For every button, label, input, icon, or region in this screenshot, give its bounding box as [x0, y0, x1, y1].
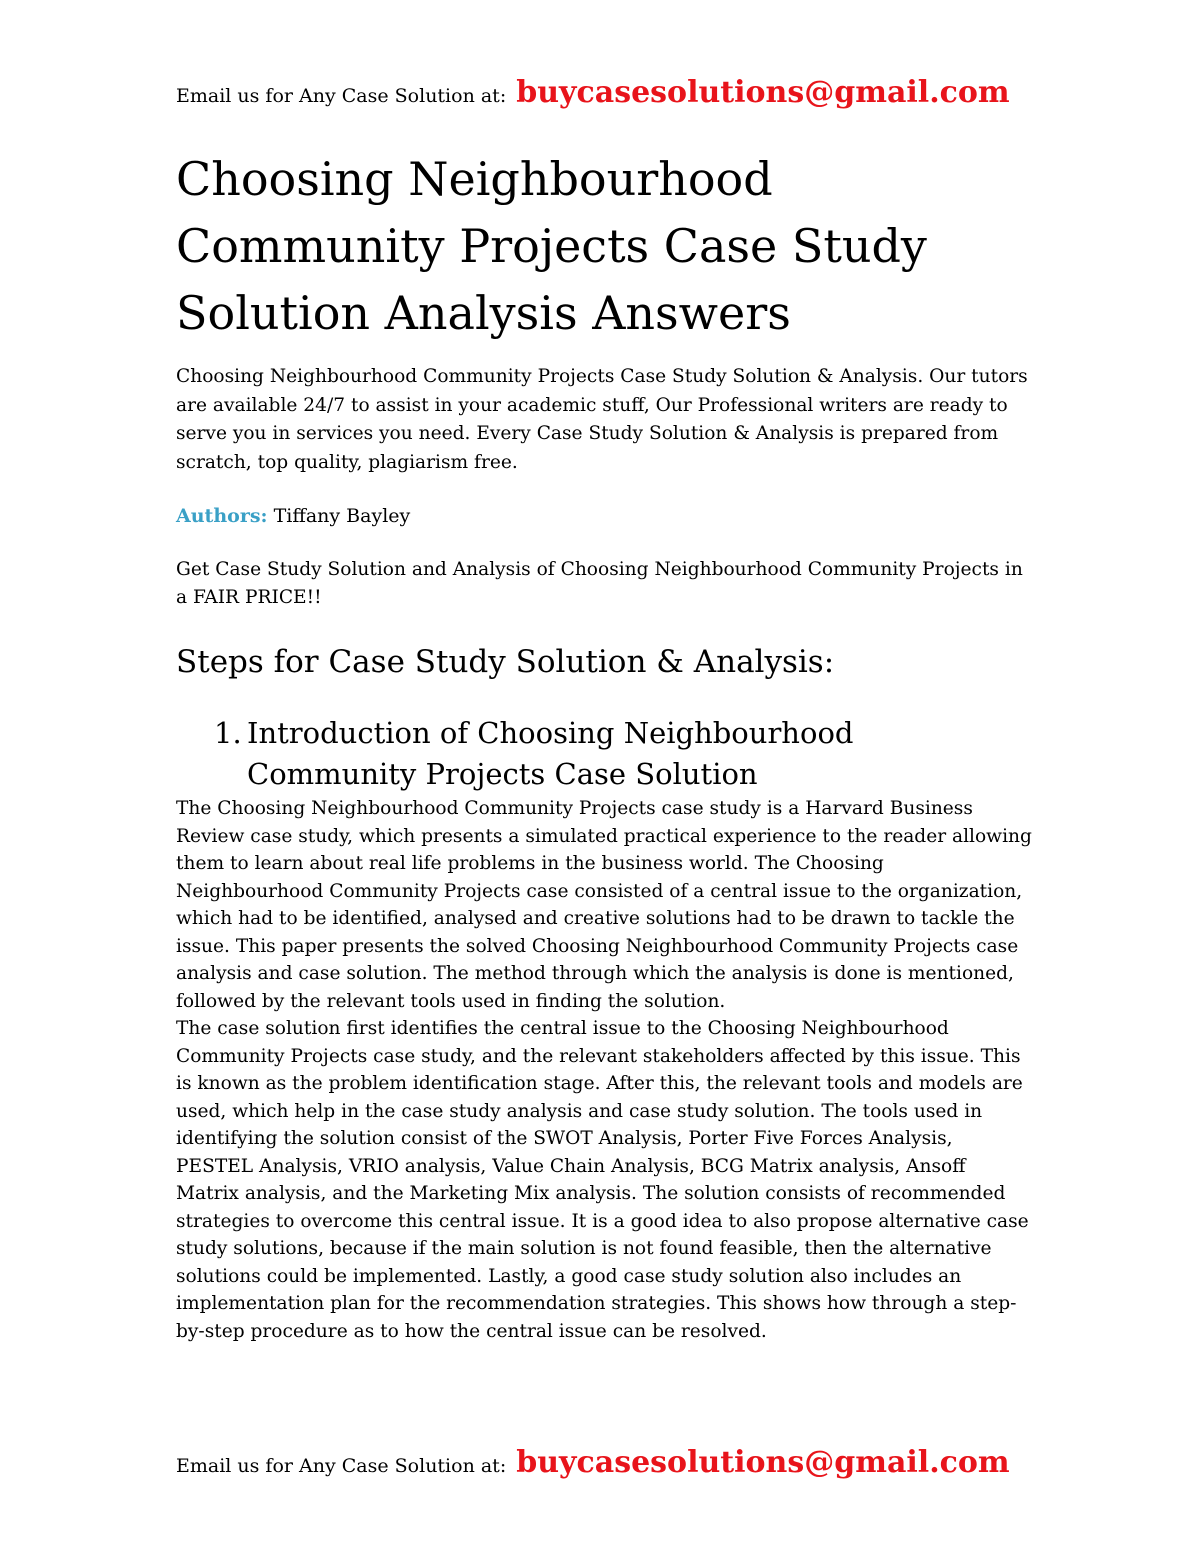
cta-paragraph: Get Case Study Solution and Analysis of Choosing Neighbourhood Community Projects in a FAIR PRICE!! — [176, 559, 1023, 608]
intro-paragraph: Choosing Neighbourhood Community Projects Case Study Solution & Analysis. Our tutors are available 24/7 to assist in your academic stuff, Our Professional writers are ready to serve you in services you need. Every Case Study Solution & Analysis is prepared from scratch, top quality, plagiarism free. — [176, 366, 1028, 473]
authors-line — [176, 502, 410, 530]
footer-email-line — [176, 1445, 1076, 1481]
step-1-number: 1. — [214, 716, 242, 750]
body-paragraph-1: The Choosing Neighbourhood Community Projects case study is a Harvard Business Review case study, which presents a simulated practical experience to the reader allowing them to learn about real life problems in the business world. The Choosing Neighbourhood Community Projects case consisted of a central issue to the organization, which had to be identified, analysed and creative solutions had to be drawn to tackle the issue. This paper presents the solved Choosing Neighbourhood Community Projects case analysis and case solution. The method through which the analysis is done is mentioned, followed by the relevant tools used in finding the solution. — [176, 798, 1032, 1012]
step-1-body — [176, 795, 1032, 1345]
footer-email-address[interactable]: buycasesolutions@gmail.com — [516, 1445, 1010, 1480]
step-1-title-line2: Community Projects Case Solution — [247, 757, 758, 791]
steps-heading: Steps for Case Study Solution & Analysis: — [176, 644, 835, 680]
header-email-address[interactable]: buycasesolutions@gmail.com — [516, 75, 1010, 110]
body-paragraph-2: The case solution first identifies the central issue to the Choosing Neighbourhood Community Projects case study, and the relevant stakeholders affected by this issue. This is known as the problem identification stage. After this, the relevant tools and models are used, which help in the case study analysis and case study solution. The tools used in identifying the solution consist of the SWOT Analysis, Porter Five Forces Analysis, PESTEL Analysis, VRIO analysis, Value Chain Analysis, BCG Matrix analysis, Ansoff Matrix analysis, and the Marketing Mix analysis. The solution consists of recommended strategies to overcome this central issue. It is a good idea to also propose alternative case study solutions, because if the main solution is not found feasible, then the alternative solutions could be implemented. Lastly, a good case study solution also includes an implementation plan for the recommendation strategies. This shows how through a step-by-step procedure as to how the central issue can be resolved. — [176, 1018, 1029, 1342]
footer-email-label: Email us for Any Case Solution at: — [176, 1455, 507, 1477]
header-email-line — [176, 75, 1076, 111]
step-1-heading — [214, 713, 934, 795]
authors-name: Tiffany Bayley — [273, 505, 411, 527]
authors-label: Authors: — [176, 505, 268, 527]
page-title: Choosing Neighbourhood Community Projects Case Study Solution Analysis Answers — [176, 152, 927, 340]
step-1-title-line1: Introduction of Choosing Neighbourhood — [247, 716, 854, 750]
header-email-label: Email us for Any Case Solution at: — [176, 85, 507, 107]
